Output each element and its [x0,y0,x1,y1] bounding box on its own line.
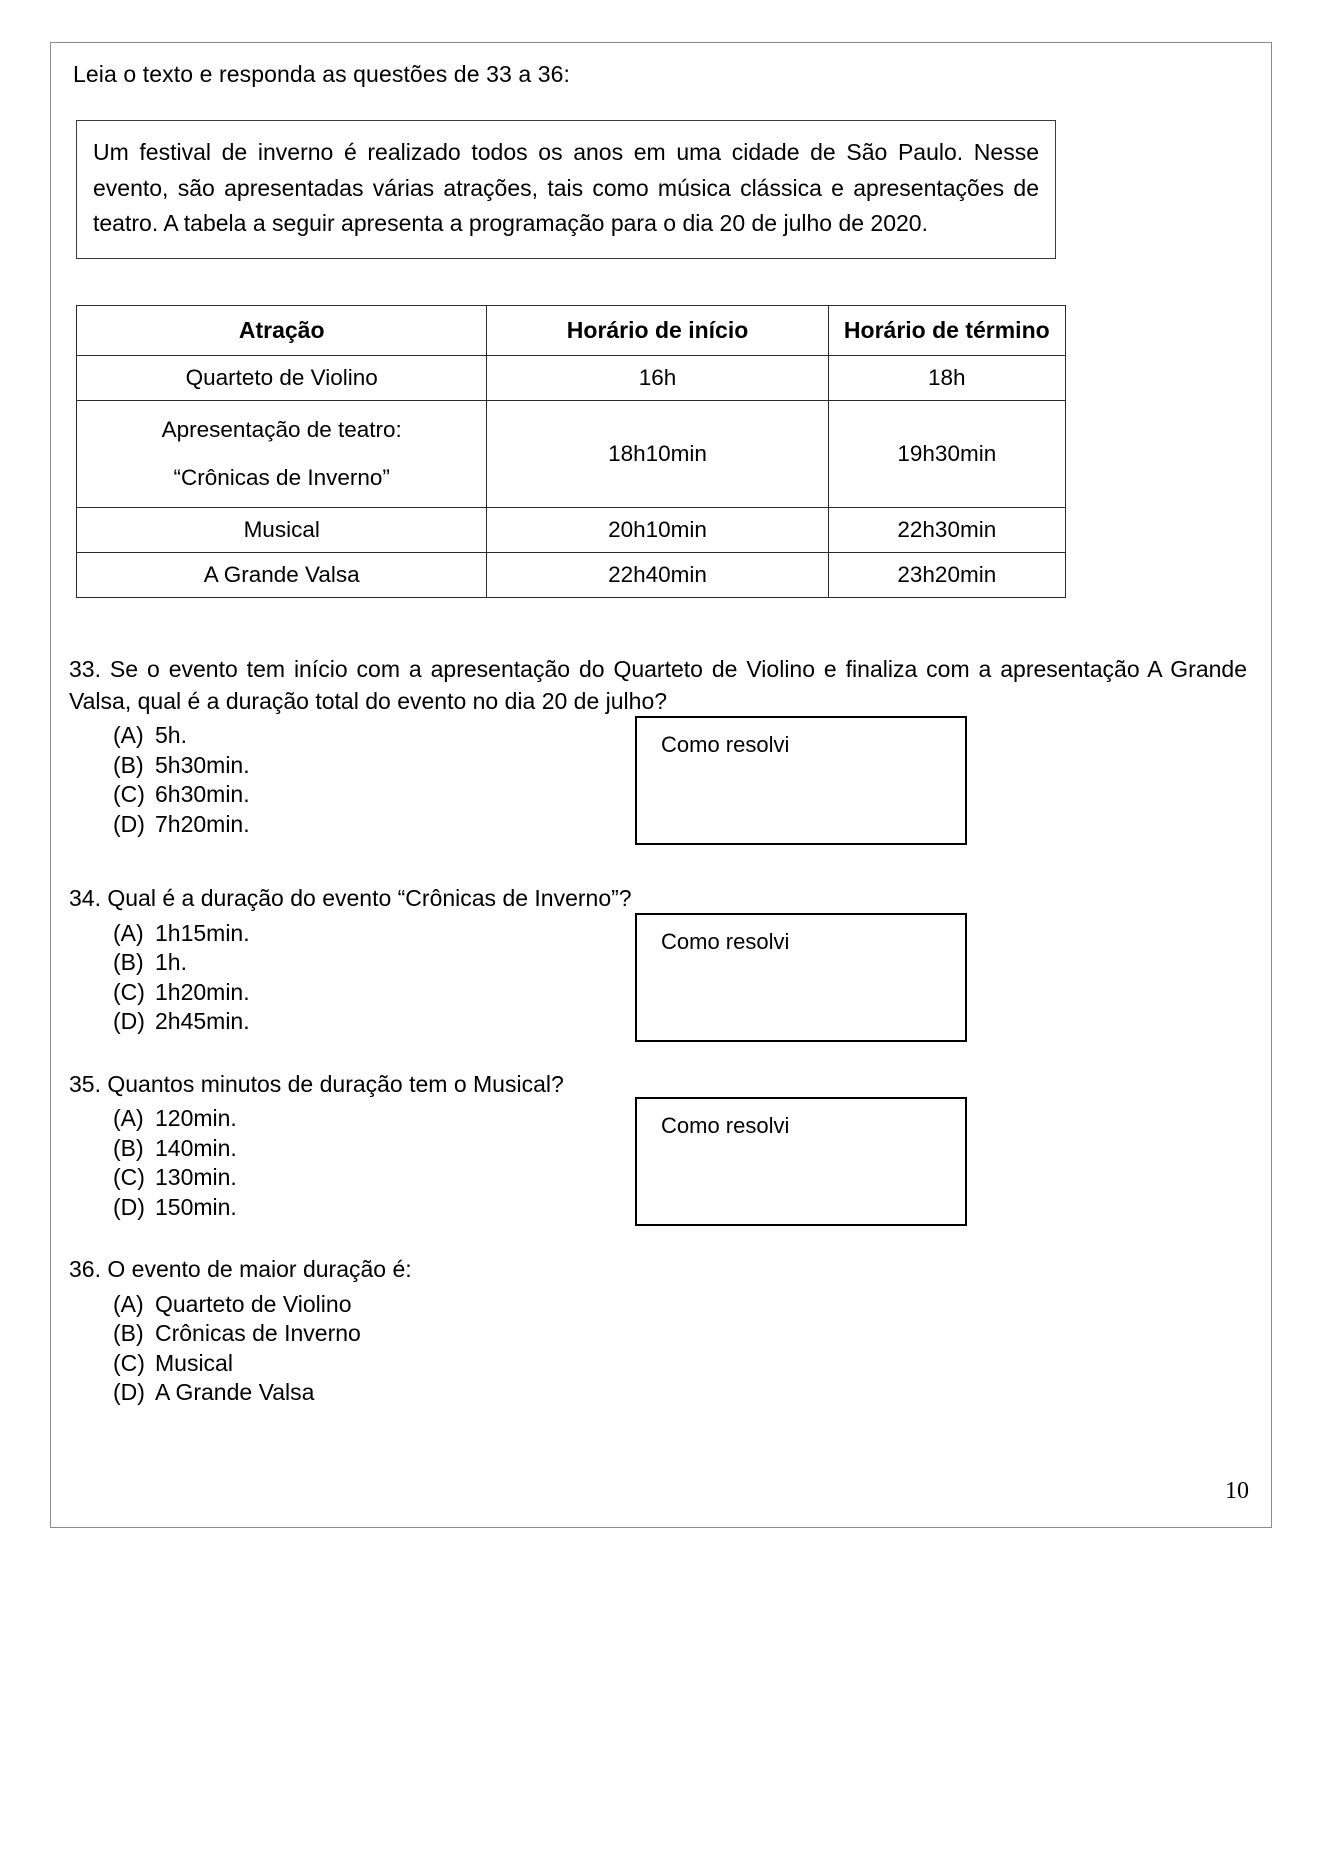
option-a-text: 5h. [155,722,187,749]
question-34 [69,883,1261,1036]
option-c-letter: (C) [113,978,145,1005]
question-36-number: 36. [69,1256,101,1282]
questions-section [63,654,1261,1408]
question-34-text: Qual é a duração do evento “Crônicas de Inverno”? [107,885,632,912]
option-b-letter: (B) [113,751,144,778]
question-34-stem [69,883,1261,915]
option-b-letter: (B) [113,1320,144,1347]
question-36-options [113,1290,1261,1408]
option-c-text: 130min. [155,1164,237,1191]
question-33-stem [69,654,1247,717]
schedule-table [76,305,1066,598]
question-33-text: Se o evento tem início com a apresentação do Quarteto de Violino e finaliza com a apresentação A Grande Valsa, qual é a duração total do evento no dia 20 de julho? [69,655,1248,714]
cell-start-time: 22h40min [487,552,828,597]
table-row [77,552,1066,597]
table-row [77,400,1066,507]
question-34-answer-box-label: Como resolvi [661,929,790,955]
option-c-text: 1h20min. [155,978,250,1005]
cell-end-time: 22h30min [828,507,1065,552]
option-c-letter: (C) [113,1349,145,1376]
option-c-text: Musical [155,1349,233,1376]
table-row [77,507,1066,552]
question-35-answer-box-label: Como resolvi [661,1112,790,1138]
stimulus-text-box [76,120,1056,259]
table-header-row [77,305,1066,355]
option-c-letter: (C) [113,781,145,808]
cell-attraction-line2: “Crônicas de Inverno” [173,464,390,490]
option-a-letter: (A) [113,1105,144,1132]
option-a[interactable] [113,1290,1261,1319]
cell-start-time: 20h10min [487,507,828,552]
option-d[interactable] [113,1378,1261,1407]
option-d-text: A Grande Valsa [155,1379,315,1406]
page-content [63,48,1261,1407]
column-header-start-time: Horário de início [487,305,828,355]
cell-attraction: Quarteto de Violino [77,355,487,400]
question-36-stem [69,1254,1261,1286]
question-36-text: O evento de maior duração é: [107,1256,412,1282]
question-34-number: 34. [69,885,101,912]
spacer [63,1222,1261,1254]
option-a-text: 1h15min. [155,919,250,946]
cell-attraction [77,400,487,507]
question-33-answer-box-label: Como resolvi [661,731,790,757]
option-d-letter: (D) [113,810,145,837]
option-c-text: 6h30min. [155,781,250,808]
option-c[interactable] [113,1349,1261,1378]
cell-start-time: 16h [487,355,828,400]
option-d-text: 2h45min. [155,1008,250,1035]
option-a-text: Quarteto de Violino [155,1290,352,1317]
option-d-letter: (D) [113,1193,145,1220]
cell-attraction: A Grande Valsa [77,552,487,597]
option-b-letter: (B) [113,949,144,976]
page-number: 10 [1225,1478,1249,1504]
cell-end-time: 18h [828,355,1065,400]
option-b[interactable] [113,1319,1261,1348]
option-d-letter: (D) [113,1379,145,1406]
cell-start-time: 18h10min [487,400,828,507]
option-d-text: 7h20min. [155,810,250,837]
column-header-attraction: Atração [77,305,487,355]
question-35-stem [69,1069,1261,1101]
option-b-text: Crônicas de Inverno [155,1320,361,1347]
question-33-answer-box[interactable] [635,716,967,845]
cell-attraction: Musical [77,507,487,552]
option-a-letter: (A) [113,919,144,946]
option-a-letter: (A) [113,722,144,749]
option-a-text: 120min. [155,1105,237,1132]
question-36 [69,1254,1261,1407]
option-a-letter: (A) [113,1290,144,1317]
question-35 [69,1069,1261,1222]
option-d-letter: (D) [113,1008,145,1035]
option-b-text: 5h30min. [155,751,250,778]
spacer [63,839,1261,883]
schedule-table-wrapper [76,305,1066,598]
cell-end-time: 19h30min [828,400,1065,507]
option-b-letter: (B) [113,1134,144,1161]
cell-attraction-line1: Apresentação de teatro: [161,416,402,442]
option-d-text: 150min. [155,1193,237,1220]
question-33 [69,654,1261,839]
option-c-letter: (C) [113,1164,145,1191]
option-b-text: 1h. [155,949,187,976]
table-row [77,355,1066,400]
question-35-text: Quantos minutos de duração tem o Musical? [107,1070,564,1097]
question-35-answer-box[interactable] [635,1097,967,1226]
cell-end-time: 23h20min [828,552,1065,597]
stimulus-paragraph: Um festival de inverno é realizado todos os anos em uma cidade de São Paulo. Nesse evento, são apresentadas várias atrações, tais como música clássica e apresentações de teatro. A tabela a seguir apresenta a programação para o dia 20 de julho de 2020. [93,138,1039,237]
question-33-number: 33. [69,655,101,682]
question-34-answer-box[interactable] [635,913,967,1042]
question-35-number: 35. [69,1070,101,1097]
intro-instruction: Leia o texto e responda as questões de 33 a 36: [73,61,571,87]
option-b-text: 140min. [155,1134,237,1161]
column-header-end-time: Horário de término [828,305,1065,355]
